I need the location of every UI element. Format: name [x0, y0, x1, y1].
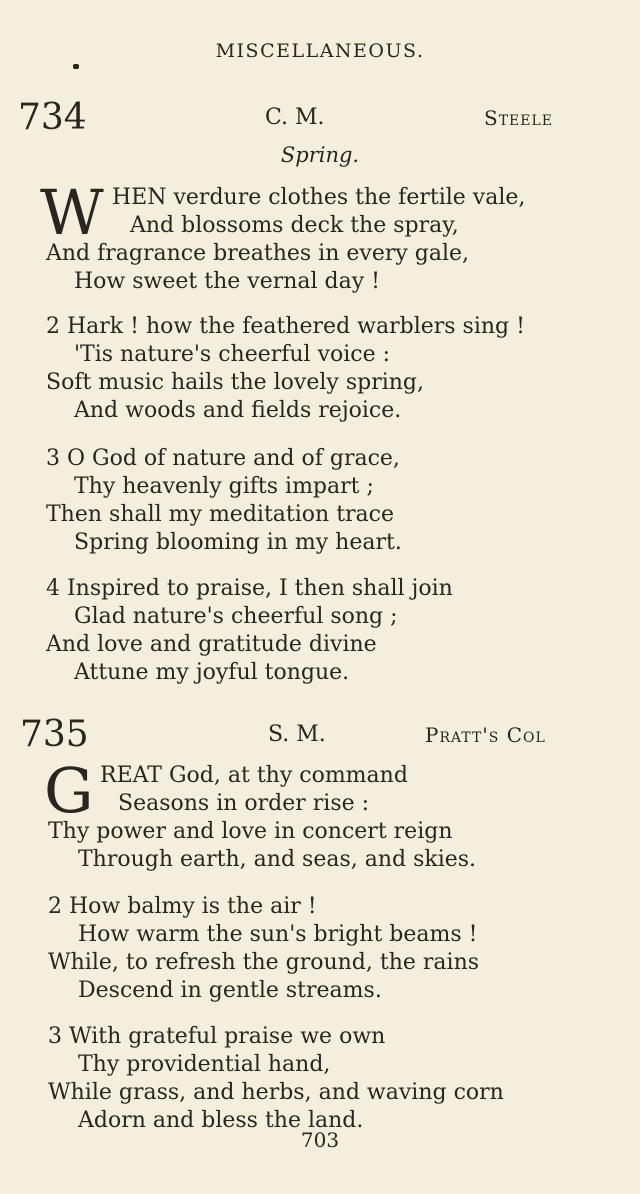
hymn-author: Steele — [484, 106, 553, 130]
verse-line: Descend in gentle streams. — [78, 978, 382, 1003]
verse-line: Then shall my meditation trace — [46, 502, 395, 527]
verse-line: Thy heavenly gifts impart ; — [74, 474, 374, 499]
verse-line: 3 With grateful praise we own — [48, 1024, 386, 1049]
verse-line: 4 Inspired to praise, I then shall join — [46, 576, 453, 601]
verse-line: 2 How balmy is the air ! — [48, 894, 317, 919]
verse-line: Through earth, and seas, and skies. — [78, 847, 477, 872]
verse-line: Spring blooming in my heart. — [74, 530, 402, 555]
verse-line: Thy power and love in concert reign — [48, 819, 453, 844]
hymn-number: 734 — [18, 97, 87, 138]
verse-line: Seasons in order rise : — [118, 791, 370, 816]
verse-line: Adorn and bless the land. — [78, 1108, 364, 1133]
verse-line: How warm the sun's bright beams ! — [78, 922, 478, 947]
hymn-number: 735 — [20, 714, 89, 755]
hymn-meter: C. M. — [265, 105, 325, 130]
ink-speck — [73, 64, 79, 69]
verse-line: Thy providential hand, — [78, 1052, 331, 1077]
verse-line: And blossoms deck the spray, — [130, 213, 459, 238]
verse-line: And woods and fields rejoice. — [74, 398, 402, 423]
hymn-734-header — [0, 98, 640, 138]
verse-line: REAT God, at thy command — [100, 763, 408, 788]
hymn-title: Spring. — [280, 143, 360, 167]
verse-line: While, to refresh the ground, the rains — [48, 950, 480, 975]
verse-line: 3 O God of nature and of grace, — [46, 446, 400, 471]
hymn-735-header — [0, 715, 640, 755]
verse-line: 2 Hark ! how the feathered warblers sing ! — [46, 314, 525, 339]
verse-line: How sweet the vernal day ! — [74, 269, 381, 294]
verse-line: And love and gratitude divine — [46, 632, 377, 657]
verse-line: Glad nature's cheerful song ; — [74, 604, 398, 629]
verse-line: Soft music hails the lovely spring, — [46, 370, 424, 395]
verse-line: Attune my joyful tongue. — [74, 660, 350, 685]
hymn-author: Pratt's Col — [425, 723, 546, 747]
page-number: 703 — [300, 1128, 340, 1152]
drop-cap: G — [44, 754, 94, 827]
verse-line: And fragrance breathes in every gale, — [46, 241, 470, 266]
verse-line: While grass, and herbs, and waving corn — [48, 1080, 504, 1105]
running-head: MISCELLANEOUS. — [215, 40, 425, 62]
verse-line: HEN verdure clothes the fertile vale, — [112, 185, 526, 210]
verse-line: 'Tis nature's cheerful voice : — [74, 342, 391, 367]
drop-cap: W — [40, 176, 104, 249]
hymn-meter: S. M. — [268, 722, 326, 747]
